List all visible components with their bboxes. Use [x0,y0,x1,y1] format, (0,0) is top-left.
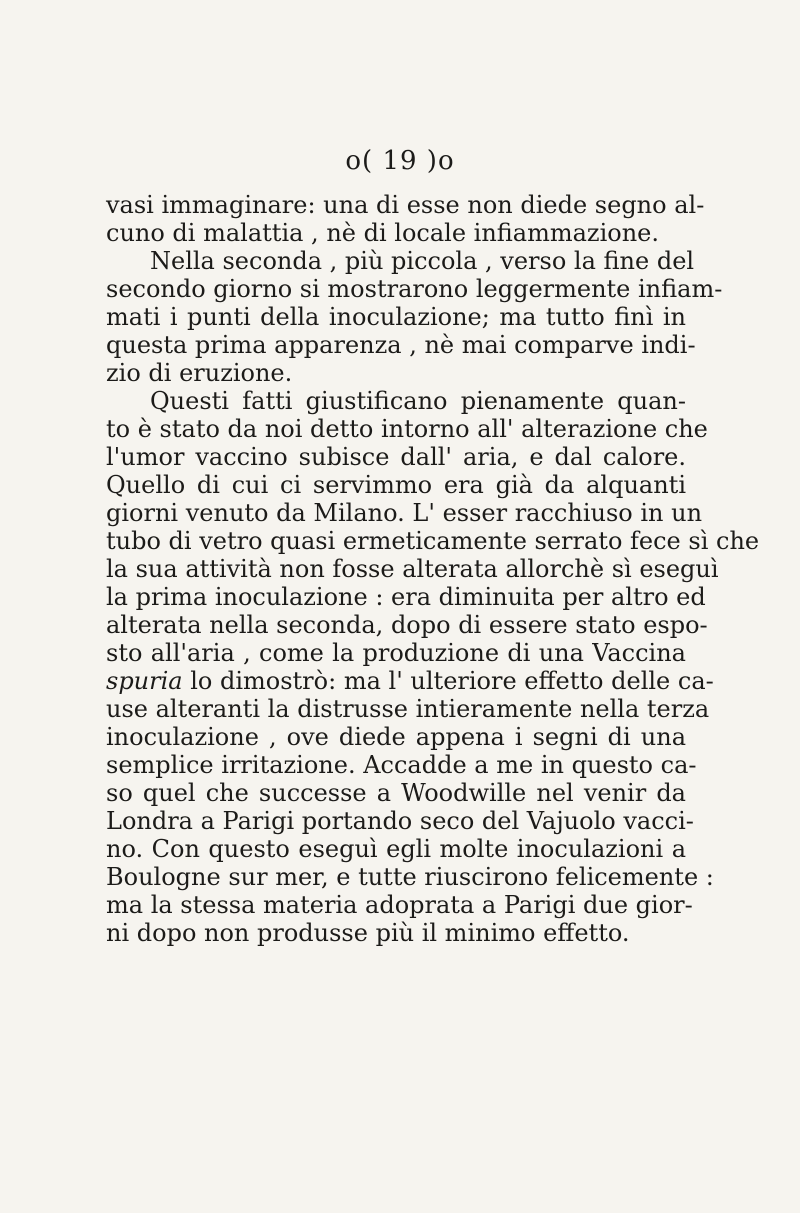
text-line: la sua attività non fosse alterata allorchè sì eseguì [106,555,719,583]
text-line: Londra a Parigi portando seco del Vajuolo vacci- [106,807,694,835]
text-line: sto all'aria , come la produzione di una Vaccina [106,639,686,667]
text-line: Questi fatti giustificano pienamente quan- [150,387,686,415]
text-line: alterata nella seconda, dopo di essere stato espo- [106,611,708,639]
text-line: ni dopo non produsse più il minimo effetto. [106,919,630,947]
text-line: tubo di vetro quasi ermeticamente serrato fece sì che [106,527,760,555]
text-line: ma la stessa materia adoprata a Parigi due gior- [106,891,693,919]
text-line: cuno di malattia , nè di locale infiammazione. [106,219,659,247]
text-line: no. Con questo eseguì egli molte inoculazioni a [106,835,686,863]
page-number: o( 19 )o [345,146,455,176]
text-line: giorni venuto da Milano. L' esser racchiuso in un [106,499,703,527]
text-line: to è stato da noi detto intorno all' alterazione che [106,415,708,443]
text-line: inoculazione , ove diede appena i segni di una [106,723,686,751]
text-line: Boulogne sur mer, e tutte riuscirono felicemente : [106,863,714,891]
text-line: vasi immaginare: una di esse non diede segno al- [106,191,705,219]
italic-term: spuria [106,667,183,695]
text-line: so quel che successe a Woodwille nel venir da [106,779,686,807]
text-line: Nella seconda , più piccola , verso la fine del [150,247,695,275]
text-line: l'umor vaccino subisce dall' aria, e dal calore. [106,443,686,471]
text-line: semplice irritazione. Accadde a me in questo ca- [106,751,697,779]
text-line: mati i punti della inoculazione; ma tutto finì in [106,303,686,331]
text-line: spuria lo dimostrò: ma l' ulteriore effetto delle ca- [106,667,714,695]
text-line: la prima inoculazione : era diminuita per altro ed [106,583,706,611]
text-line: secondo giorno si mostrarono leggermente infiam- [106,275,723,303]
text-line: zio di eruzione. [106,359,293,387]
text-line: questa prima apparenza , nè mai comparve indi- [106,331,696,359]
text-line: Quello di cui ci servimmo era già da alquanti [106,471,686,499]
body-text [106,191,760,947]
text-line: use alteranti la distrusse intieramente nella terza [106,695,710,723]
